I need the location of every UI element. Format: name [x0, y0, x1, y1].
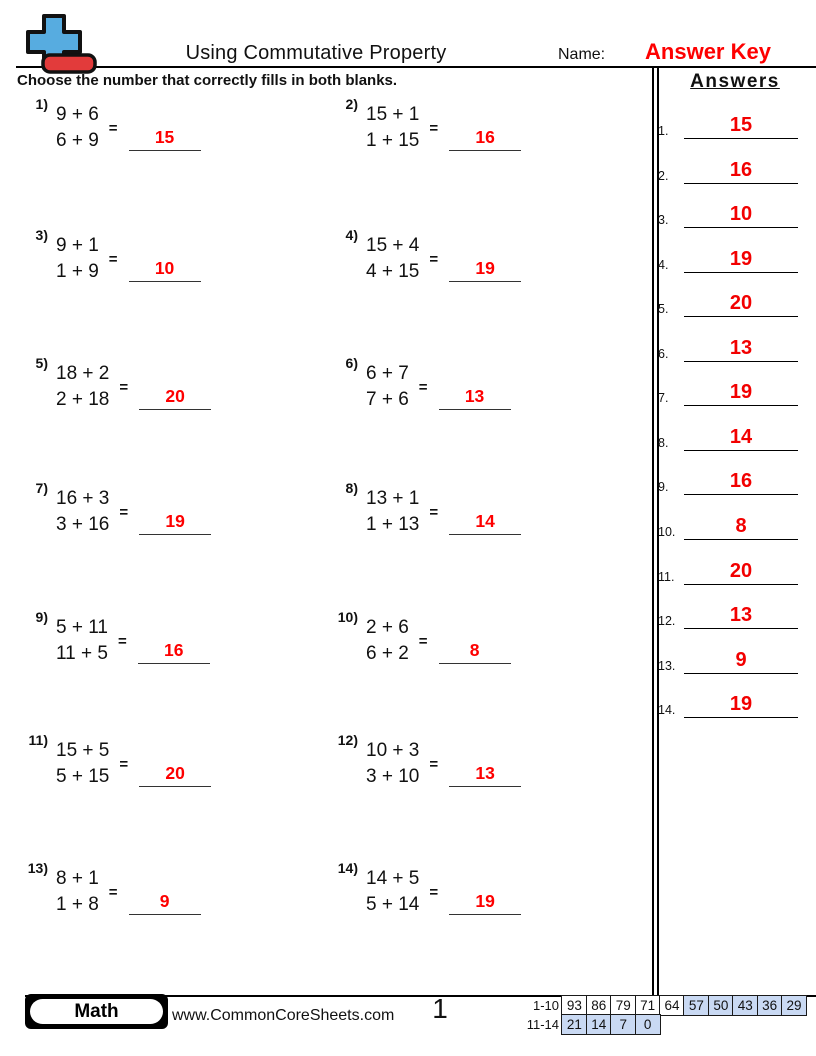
answer-item-number: 8.	[658, 436, 669, 450]
score-cell: 14	[586, 1014, 612, 1035]
problem	[328, 480, 521, 538]
expression-bottom: 4 + 15	[366, 261, 420, 282]
answer-list-item	[656, 419, 804, 451]
answer-item-blank[interactable]	[684, 249, 798, 273]
answer-item-number: 7.	[658, 391, 669, 405]
expression-stack	[56, 866, 99, 918]
problem-number: 3)	[35, 227, 48, 243]
expression-bottom: 1 + 9	[56, 261, 99, 282]
score-row-label: 1-10	[532, 998, 559, 1013]
expression-stack	[56, 361, 109, 413]
expression-bottom: 1 + 13	[366, 514, 420, 535]
expression-top: 8 + 1	[56, 868, 99, 889]
expression-stack	[366, 361, 409, 413]
answer-blank[interactable]	[449, 762, 521, 788]
expression-top: 18 + 2	[56, 363, 110, 384]
answer-blank[interactable]	[139, 510, 211, 536]
answer-item-blank[interactable]	[684, 382, 798, 406]
answer-item-value: 8	[735, 515, 747, 537]
expression-bottom: 6 + 9	[56, 130, 99, 151]
expression-top: 9 + 1	[56, 235, 99, 256]
answer-item-blank[interactable]	[684, 160, 798, 184]
answer-list-item	[656, 107, 804, 139]
score-table-row	[518, 1014, 807, 1035]
expression-stack	[366, 233, 419, 285]
answer-item-value: 9	[735, 649, 747, 671]
score-cell: 29	[781, 995, 807, 1016]
problem	[18, 96, 201, 154]
answer-item-blank[interactable]	[684, 115, 798, 139]
problem-number: 1)	[35, 96, 48, 112]
answer-list-item	[656, 196, 804, 228]
answer-item-number: 6.	[658, 347, 669, 361]
expression-top: 14 + 5	[366, 868, 420, 889]
expression-bottom: 11 + 5	[56, 643, 108, 664]
answer-blank[interactable]	[449, 890, 521, 916]
problem-number: 9)	[35, 609, 48, 625]
equals-sign: =	[429, 503, 439, 521]
problem	[18, 227, 201, 285]
answer-item-value: 16	[729, 159, 753, 181]
equals-sign: =	[429, 250, 439, 268]
expression-top: 13 + 1	[366, 488, 420, 509]
answer-item-value: 20	[729, 560, 753, 582]
answer-item-number: 11.	[658, 570, 675, 584]
answer-item-number: 3.	[658, 213, 669, 227]
problem-number: 8)	[345, 480, 358, 496]
instruction-text: Choose the number that correctly fills in both blanks.	[17, 72, 398, 89]
equals-sign: =	[108, 250, 118, 268]
answer-blank[interactable]	[449, 257, 521, 283]
expression-bottom: 2 + 18	[56, 389, 110, 410]
expression-stack	[56, 615, 108, 667]
answer-value: 9	[159, 890, 170, 911]
answer-item-value: 20	[729, 292, 753, 314]
answer-blank[interactable]	[129, 126, 201, 152]
equals-sign: =	[108, 883, 118, 901]
name-label: Name:	[558, 46, 606, 63]
expression-bottom: 6 + 2	[366, 643, 409, 664]
page-title: Using Commutative Property	[185, 42, 447, 64]
expression-stack	[56, 102, 99, 154]
answer-item-value: 15	[729, 114, 753, 136]
problem	[18, 355, 211, 413]
expression-top: 15 + 4	[366, 235, 420, 256]
problem	[328, 732, 521, 790]
answer-item-blank[interactable]	[684, 561, 798, 585]
score-table	[518, 995, 807, 1035]
answer-value: 16	[475, 126, 495, 147]
expression-top: 16 + 3	[56, 488, 110, 509]
expression-top: 2 + 6	[366, 617, 409, 638]
answer-item-number: 10.	[658, 525, 676, 539]
score-cell: 86	[586, 995, 612, 1016]
expression-bottom: 3 + 10	[366, 766, 420, 787]
answer-list-item	[656, 597, 804, 629]
expression-bottom: 5 + 14	[366, 894, 420, 915]
answer-item-number: 2.	[658, 169, 669, 183]
score-cell: 21	[561, 1014, 587, 1035]
equals-sign: =	[429, 883, 439, 901]
problem	[18, 480, 211, 538]
answer-item-blank[interactable]	[684, 694, 798, 718]
answer-value: 14	[475, 510, 495, 531]
answer-value: 13	[464, 385, 485, 406]
expression-top: 6 + 7	[366, 363, 409, 384]
problem	[18, 860, 201, 918]
answer-value: 20	[165, 762, 185, 783]
answer-item-number: 9.	[658, 480, 669, 494]
expression-bottom: 7 + 6	[366, 389, 409, 410]
problem-number: 11)	[28, 732, 48, 748]
name-value: Answer Key	[645, 39, 771, 64]
answer-list-item	[656, 508, 804, 540]
equals-sign: =	[108, 119, 118, 137]
expression-stack	[366, 615, 409, 667]
answer-value: 19	[165, 510, 185, 531]
score-cell: 93	[561, 995, 587, 1016]
answer-value: 19	[475, 257, 495, 278]
answer-list-item	[656, 374, 804, 406]
answer-item-number: 12.	[658, 614, 676, 628]
score-cell: 71	[635, 995, 661, 1016]
problem-number: 7)	[35, 480, 48, 496]
answer-value: 19	[475, 890, 495, 911]
equals-sign: =	[119, 755, 129, 773]
answer-list-item	[656, 285, 804, 317]
answer-item-blank[interactable]	[684, 516, 798, 540]
score-cell: 7	[610, 1014, 636, 1035]
problem	[328, 355, 511, 413]
problem-number: 13)	[27, 860, 48, 876]
answer-blank[interactable]	[439, 639, 511, 665]
score-table-row	[518, 995, 807, 1016]
expression-bottom: 5 + 15	[56, 766, 110, 787]
expression-bottom: 1 + 15	[366, 130, 420, 151]
page-number: 1	[432, 993, 448, 1024]
expression-bottom: 1 + 8	[56, 894, 99, 915]
score-cell: 50	[708, 995, 734, 1016]
answer-list-item	[656, 553, 804, 585]
answer-list-item	[656, 330, 804, 362]
answer-item-value: 16	[729, 470, 753, 492]
equals-sign: =	[119, 503, 129, 521]
answer-item-value: 19	[729, 248, 753, 270]
answer-item-value: 19	[729, 381, 753, 403]
equals-sign: =	[418, 378, 428, 396]
score-cell: 36	[757, 995, 783, 1016]
expression-stack	[366, 738, 419, 790]
answer-list-item	[656, 241, 804, 273]
problem	[328, 860, 521, 918]
problem-number: 14)	[337, 860, 358, 876]
problem	[328, 609, 511, 667]
answer-item-blank[interactable]	[684, 427, 798, 451]
problem-number: 10)	[337, 609, 358, 625]
answer-blank[interactable]	[139, 385, 211, 411]
subject-badge	[25, 994, 168, 1029]
score-cell: 64	[659, 995, 685, 1016]
equals-sign: =	[117, 632, 127, 650]
equals-sign: =	[119, 378, 129, 396]
answer-list-item	[656, 642, 804, 674]
answer-item-number: 1.	[658, 124, 669, 138]
expression-top: 5 + 11	[56, 617, 108, 638]
expression-stack	[366, 486, 419, 538]
answer-blank[interactable]	[138, 639, 210, 665]
subject-label: Math	[30, 999, 163, 1024]
equals-sign: =	[429, 755, 439, 773]
score-row-label: 11-14	[526, 1017, 559, 1033]
website-text: www.CommonCoreSheets.com	[172, 1007, 395, 1024]
answer-item-blank[interactable]	[684, 471, 798, 495]
problem	[328, 96, 521, 154]
expression-bottom: 3 + 16	[56, 514, 110, 535]
answer-value: 20	[165, 385, 185, 406]
answer-item-number: 13.	[658, 659, 676, 673]
equals-sign: =	[418, 632, 428, 650]
expression-top: 15 + 1	[366, 104, 420, 125]
answer-blank[interactable]	[439, 385, 511, 411]
answer-item-number: 14.	[658, 703, 676, 717]
expression-stack	[366, 866, 419, 918]
answer-item-value: 13	[729, 604, 753, 626]
score-cell: 79	[610, 995, 636, 1016]
expression-top: 10 + 3	[366, 740, 420, 761]
expression-top: 15 + 5	[56, 740, 110, 761]
problem	[328, 227, 521, 285]
answer-item-value: 14	[729, 426, 753, 448]
answer-item-value: 13	[729, 337, 753, 359]
answer-value: 16	[163, 639, 184, 660]
problem-number: 4)	[345, 227, 358, 243]
answers-panel-title: Answers	[690, 71, 780, 92]
answer-blank[interactable]	[139, 762, 211, 788]
answer-item-blank[interactable]	[684, 204, 798, 228]
answer-list-item	[656, 463, 804, 495]
expression-stack	[366, 102, 419, 154]
header-rule	[16, 66, 816, 68]
equals-sign: =	[429, 119, 439, 137]
score-cell: 0	[635, 1014, 661, 1035]
answer-item-blank[interactable]	[684, 605, 798, 629]
problem-number: 2)	[345, 96, 358, 112]
answer-blank[interactable]	[449, 126, 521, 152]
problem	[18, 609, 210, 667]
answer-value: 15	[154, 126, 175, 147]
answer-item-value: 10	[729, 203, 753, 225]
answer-item-number: 5.	[658, 302, 669, 316]
answer-value: 10	[154, 257, 175, 278]
answer-list-item	[656, 686, 804, 718]
expression-stack	[56, 233, 99, 285]
answer-item-blank[interactable]	[684, 293, 798, 317]
expression-top: 9 + 6	[56, 104, 99, 125]
problem-number: 5)	[35, 355, 48, 371]
score-cell: 43	[732, 995, 758, 1016]
expression-stack	[56, 738, 109, 790]
answer-item-value: 19	[729, 693, 753, 715]
answer-item-blank[interactable]	[684, 650, 798, 674]
answer-blank[interactable]	[449, 510, 521, 536]
answer-item-number: 4.	[658, 258, 669, 272]
score-cell: 57	[683, 995, 709, 1016]
answer-list-item	[656, 152, 804, 184]
problem-number: 6)	[345, 355, 358, 371]
problem-number: 12)	[337, 732, 358, 748]
expression-stack	[56, 486, 109, 538]
problem	[18, 732, 211, 790]
answer-blank[interactable]	[129, 257, 201, 283]
answer-item-blank[interactable]	[684, 338, 798, 362]
answer-value: 8	[469, 639, 480, 660]
answer-blank[interactable]	[129, 890, 201, 916]
answer-value: 13	[475, 762, 495, 783]
plus-minus-math-icon	[16, 10, 112, 76]
